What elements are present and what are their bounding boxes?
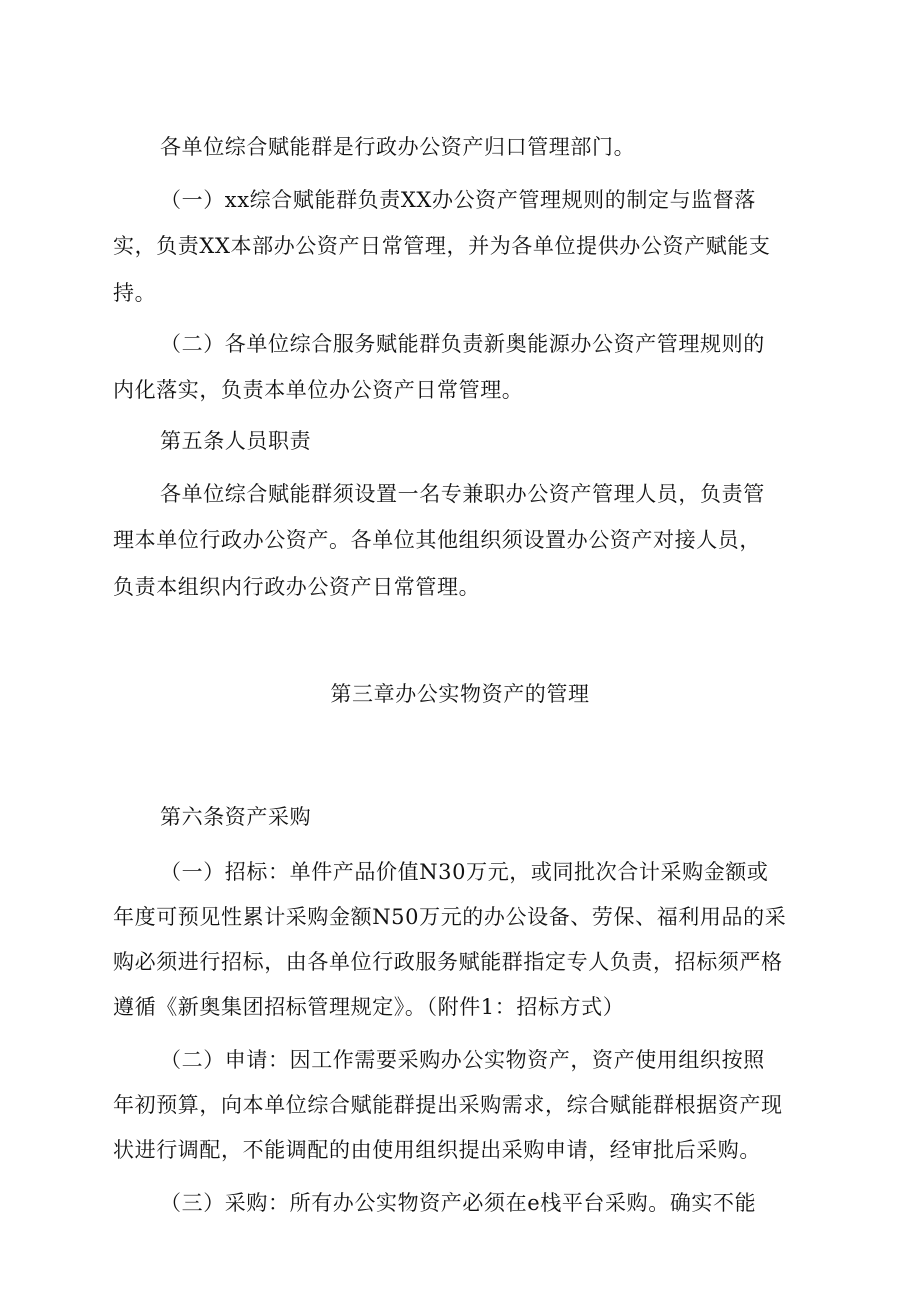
paragraph-line: 年度可预见性累计采购金额N50万元的办公设备、劳保、福利用品的采 xyxy=(113,905,787,929)
section-title: 第六条资产采购 xyxy=(160,805,312,829)
paragraph-line: 年初预算，向本单位综合赋能群提出采购需求，综合赋能群根据资产现 xyxy=(113,1093,783,1117)
paragraph-line: （一）招标：单件产品价值N30万元，或同批次合计采购金额或 xyxy=(160,860,769,884)
chapter-heading: 第三章办公实物资产的管理 xyxy=(330,682,590,706)
paragraph-line: 购必须进行招标，由各单位行政服务赋能群指定专人负责，招标须严格 xyxy=(113,950,783,974)
paragraph-line: 持。 xyxy=(113,281,157,305)
paragraph-line: （二）各单位综合服务赋能群负责新奥能源办公资产管理规则的 xyxy=(160,332,765,356)
paragraph-line: 遵循《新奥集团招标管理规定》。（附件1：招标方式） xyxy=(113,995,625,1019)
paragraph-line: 各单位综合赋能群须设置一名专兼职办公资产管理人员，负责管 xyxy=(160,482,765,506)
paragraph-line: 状进行调配，不能调配的由使用组织提出采购申请，经审批后采购。 xyxy=(113,1138,761,1162)
paragraph-line: 内化落实，负责本单位办公资产日常管理。 xyxy=(113,378,524,402)
paragraph-line: 负责本组织内行政办公资产日常管理。 xyxy=(113,575,481,599)
paragraph-line: 各单位综合赋能群是行政办公资产归口管理部门。 xyxy=(160,135,636,159)
paragraph-line: （三）采购：所有办公实物资产必须在e栈平台采购。确实不能 xyxy=(160,1191,757,1215)
section-title: 第五条人员职责 xyxy=(160,429,312,453)
paragraph-line: （二）申请：因工作需要采购办公实物资产，资产使用组织按照 xyxy=(160,1048,765,1072)
paragraph-line: （一）xx综合赋能群负责XX办公资产管理规则的制定与监督落 xyxy=(160,188,756,212)
paragraph-line: 实，负责XX本部办公资产日常管理，并为各单位提供办公资产赋能支 xyxy=(113,234,771,258)
paragraph-line: 理本单位行政办公资产。各单位其他组织须设置办公资产对接人员， xyxy=(113,528,761,552)
